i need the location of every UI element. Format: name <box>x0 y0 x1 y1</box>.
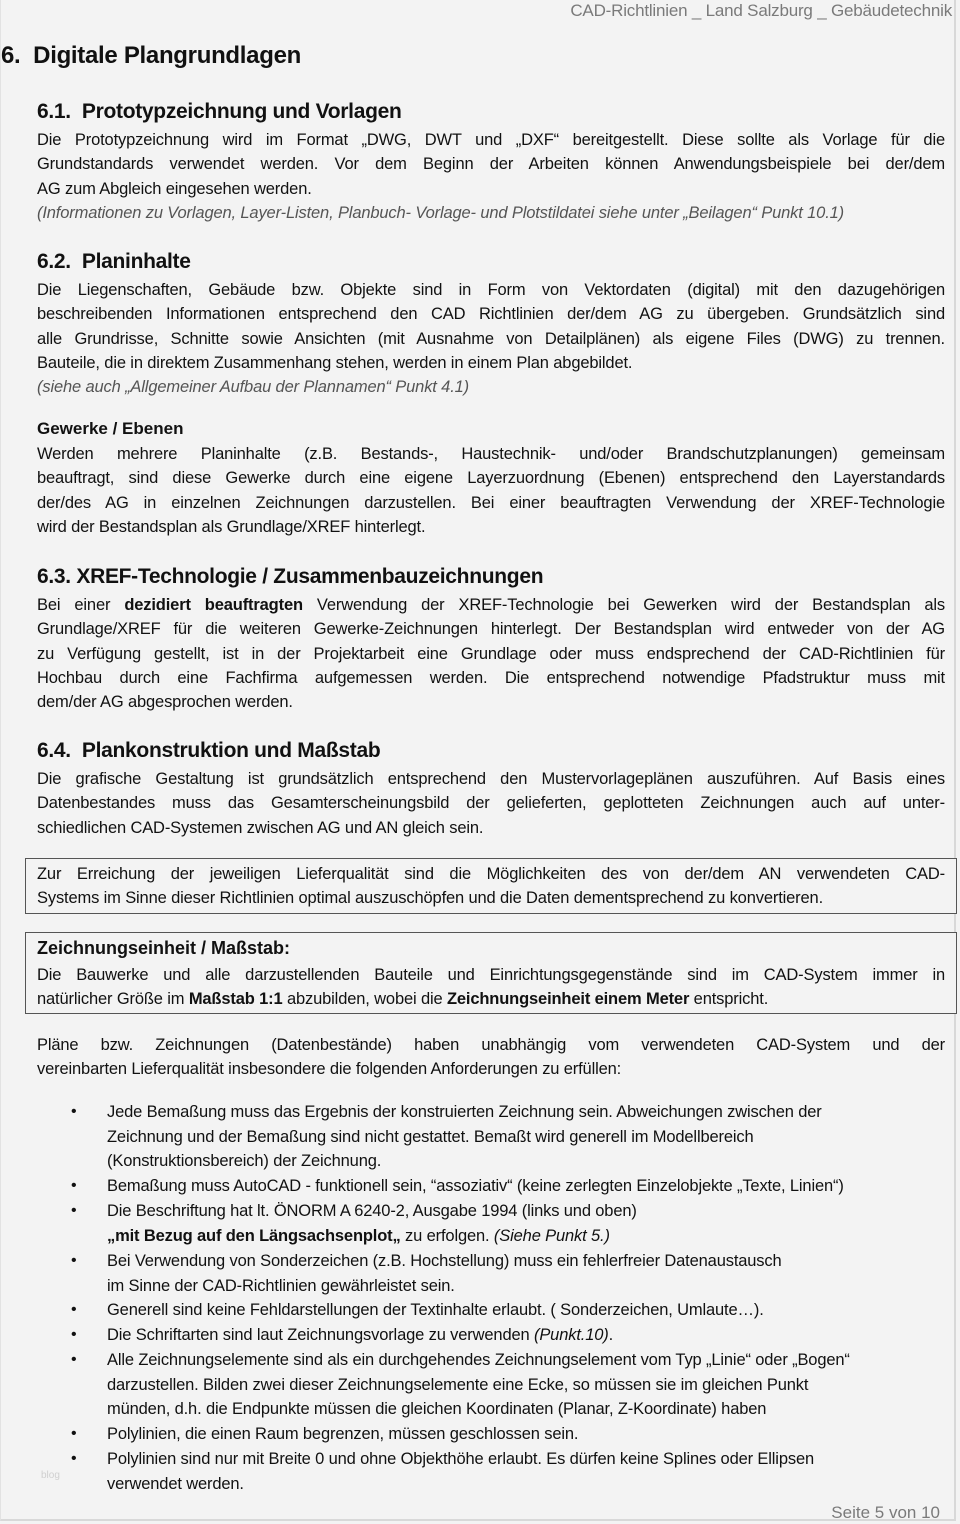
text-line <box>107 1323 947 1348</box>
emphasis: Maßstab 1:1 <box>188 990 283 1009</box>
bullet-icon: • <box>71 1425 77 1442</box>
text-line: Grundstandards verwendet werden. Vor dem Beginn der Arbeiten können Anwendungsbeispiele bei der/dem <box>37 155 945 174</box>
requirements-intro <box>37 1033 945 1082</box>
list-item <box>107 1298 947 1323</box>
text-line: Grundlage/XREF für die weiteren Gewerke-Zeichnungen hinterlegt. Der Bestandsplan wird entweder von der AG <box>37 620 945 639</box>
text-line <box>37 987 945 1011</box>
text-line: schiedlichen CAD-Systemen zwischen AG und AN gleich sein. <box>37 818 484 837</box>
text-line: Die Bauwerke und alle darzustellenden Bauteile und Einrichtungsgegenstände sind im CAD-System immer in <box>37 966 945 984</box>
text-line: Bemaßung muss AutoCAD - funktionell sein, “assoziativ“ (keine zerlegten Einzelobjekte „Texte, Linien“) <box>107 1177 844 1195</box>
text-line: Die grafische Gestaltung ist grundsätzlich entsprechend den Mustervorlageplänen auszuführen. Auf Basis eines <box>37 770 945 788</box>
info-box-zeichnungseinheit <box>25 932 957 1014</box>
reference-note: (siehe auch „Allgemeiner Aufbau der Plannamen“ Punkt 4.1) <box>37 378 470 397</box>
text-line: zu Verfügung gestellt, ist in der Projektarbeit eine Grundlage oder muss endsprechend der CAD-Richtlinien für <box>37 644 945 663</box>
text-line: beauftragt, sind diese Gewerke durch eine eigene Layerzuordnung (Ebenen) entsprechend den Layerstandards <box>37 469 945 488</box>
list-item <box>107 1249 947 1298</box>
section-6-1-heading <box>37 100 402 124</box>
section-title: Plankonstruktion und Maßstab <box>81 739 381 762</box>
text-line: wird der Bestandsplan als Grundlage/XREF hinterlegt. <box>37 517 426 536</box>
text-line: im Sinne der CAD-Richtlinien gewährleistet sein. <box>107 1276 455 1295</box>
list-item <box>107 1447 947 1496</box>
text-run: entspricht. <box>689 990 769 1009</box>
text-line: Die Beschriftung hat lt. ÖNORM A 6240-2, Ausgabe 1994 (links und oben) <box>107 1202 637 1220</box>
bullet-icon: • <box>71 1326 77 1343</box>
text-run: Verwendung der XREF-Technologie bei Gewerken wird der Bestandsplan als <box>302 596 945 614</box>
section-6-3-body <box>37 593 945 714</box>
text-line: der/des AG in einzelnen Zeichnungen darzustellen. Bei einer beauftragten Verwendung der XREF-Technologie <box>37 493 945 512</box>
reference-note: (Siehe Punkt 5.) <box>493 1226 610 1245</box>
list-item <box>107 1348 947 1422</box>
text-line: Zeichnung und der Bemaßung sind nicht gestattet. Bemaßt wird generell im Modellbereich <box>107 1127 754 1146</box>
text-line: Jede Bemaßung muss das Ergebnis der konstruierten Zeichnung sein. Abweichungen zwischen der <box>107 1103 822 1121</box>
subheading-gewerke-ebenen: Gewerke / Ebenen <box>37 419 184 438</box>
section-number: 6.1. <box>37 100 71 123</box>
gewerke-ebenen-body <box>37 442 945 539</box>
text-line: Die Prototypzeichnung wird im Format „DWG, DWT und „DXF“ bereitgestellt. Diese sollte als Vorlage für die <box>37 131 945 149</box>
emphasis: „mit Bezug auf den Längsachsenplot„ <box>107 1226 401 1245</box>
info-box-lieferqualitaet <box>25 858 957 914</box>
reference-note: (Punkt.10) <box>533 1326 609 1344</box>
section-number: 6.4. <box>37 739 71 762</box>
reference-note: (Informationen zu Vorlagen, Layer-Listen, Planbuch- Vorlage- und Plotstildatei siehe unter „Beilagen“ Punkt 10.1) <box>37 203 845 222</box>
text-line: Bei Verwendung von Sonderzeichen (z.B. Hochstellung) muss ein fehlerfreier Datenaustausch <box>107 1252 782 1270</box>
text-run: natürlicher Größe im <box>37 990 189 1009</box>
text-line: Pläne bzw. Zeichnungen (Datenbestände) haben unabhängig vom verwendeten CAD-System und der <box>37 1036 945 1054</box>
text-line: AG zum Abgleich eingesehen werden. <box>37 179 312 198</box>
section-title: Planinhalte <box>81 250 191 273</box>
text-line: Polylinien, die einen Raum begrenzen, müssen geschlossen sein. <box>107 1425 579 1443</box>
text-line: verwendet werden. <box>107 1474 244 1493</box>
chapter-title: Digitale Plangrundlagen <box>33 42 301 69</box>
text-line: Datenbestandes muss das Gesamterscheinungsbild der gelieferten, geplotteten Zeichnungen auch auf unter- <box>37 794 945 813</box>
bullet-icon: • <box>71 1177 77 1194</box>
text-line: vereinbarten Lieferqualität insbesondere die folgenden Anforderungen zu erfüllen: <box>37 1060 622 1079</box>
box-text <box>37 862 945 911</box>
section-6-3-heading <box>37 565 543 589</box>
text-line: beschreibenden Informationen entsprechend den CAD Richtlinien der/dem AG zu übergeben. Grundsätzlich sind <box>37 305 945 324</box>
page-number: Seite 5 von 10 <box>831 1503 940 1522</box>
text-line: dem/der AG abgesprochen werden. <box>37 693 293 712</box>
text-line <box>107 1224 947 1249</box>
text-run: Die Schriftarten sind laut Zeichnungsvorlage zu verwenden <box>107 1326 534 1344</box>
text-line: Systems im Sinne dieser Richtlinien optimal auszuschöpfen und die Daten dementsprechend zu konvertieren. <box>37 889 824 908</box>
emphasis: Zeichnungseinheit einem Meter <box>446 990 690 1009</box>
text-run: . <box>608 1326 614 1344</box>
list-item <box>107 1422 947 1447</box>
list-item <box>107 1323 947 1348</box>
text-line: Polylinien sind nur mit Breite 0 und ohne Objekthöhe erlaubt. Es dürfen keine Splines oder Ellipsen <box>107 1450 815 1468</box>
section-title: XREF-Technologie / Zusammenbauzeichnungen <box>76 565 544 588</box>
bullet-icon: • <box>71 1103 77 1120</box>
chapter-heading <box>1 42 301 70</box>
text-line: Die Liegenschaften, Gebäude bzw. Objekte sind in Form von Vektordaten (digital) mit den dazugehörigen <box>37 281 945 299</box>
section-number: 6.2. <box>37 250 71 273</box>
text-line: Zur Erreichung der jeweiligen Lieferqualität sind die Möglichkeiten des von der/dem AN verwendeten CAD- <box>37 865 945 883</box>
section-6-4-body <box>37 767 945 840</box>
bullet-icon: • <box>71 1202 77 1219</box>
emphasis: dezidiert beauftragten <box>124 596 303 614</box>
text-run: zu erfolgen. <box>400 1226 494 1245</box>
text-line: Hochbau durch eine Fachfirma aufgemessen werden. Die entsprechend notwendige Pfadstruktur muss mit <box>37 668 945 687</box>
text-run: Bei einer <box>37 596 125 614</box>
text-line: Alle Zeichnungselemente sind als ein durchgehendes Zeichnungselement vom Typ „Linie“ oder „Bogen“ <box>107 1351 850 1369</box>
section-title: Prototypzeichnung und Vorlagen <box>81 100 402 123</box>
section-6-1-body <box>37 128 945 225</box>
text-line: (Konstruktionsbereich) der Zeichnung. <box>107 1152 382 1170</box>
section-6-4-heading <box>37 739 380 763</box>
text-line: Bauteile, die in direktem Zusammenhang stehen, werden in einem Plan abgebildet. <box>37 353 633 372</box>
watermark: blog <box>41 1470 60 1481</box>
bullet-icon: • <box>71 1351 77 1368</box>
list-item <box>107 1100 947 1174</box>
box-text <box>37 963 945 1012</box>
text-line: Generell sind keine Fehldarstellungen der Textinhalte erlaubt. ( Sonderzeichen, Umlaute…). <box>107 1301 764 1319</box>
text-line: alle Grundrisse, Schnitte sowie Ansichten (mit Ausnahme von Detailplänen) als eigene Files (DWG) zu trennen. <box>37 329 945 348</box>
text-line: darzustellen. Bilden zwei dieser Zeichnungselemente eine Ecke, so müssen sie im gleichen Punkt <box>107 1375 809 1394</box>
section-6-2-body <box>37 278 945 399</box>
list-item <box>107 1199 947 1248</box>
text-run: abzubilden, wobei die <box>282 990 447 1009</box>
bullet-icon: • <box>71 1252 77 1269</box>
chapter-number: 6. <box>1 42 21 69</box>
bullet-icon: • <box>71 1450 77 1467</box>
section-6-2-heading <box>37 250 191 274</box>
section-number: 6.3. <box>37 565 71 588</box>
bullet-icon: • <box>71 1301 77 1318</box>
running-header: CAD-Richtlinien _ Land Salzburg _ Gebäudetechnik <box>570 1 952 20</box>
text-line <box>37 593 945 617</box>
box-heading: Zeichnungseinheit / Maßstab: <box>37 938 291 958</box>
text-line: Werden mehrere Planinhalte (z.B. Bestands-, Haustechnik- und/oder Brandschutzplanungen) gemeinsam <box>37 445 945 463</box>
list-item <box>107 1174 947 1199</box>
text-line: münden, d.h. die Endpunkte müssen die gleichen Koordinaten (Planar, Z-Koordinate) haben <box>107 1400 767 1418</box>
